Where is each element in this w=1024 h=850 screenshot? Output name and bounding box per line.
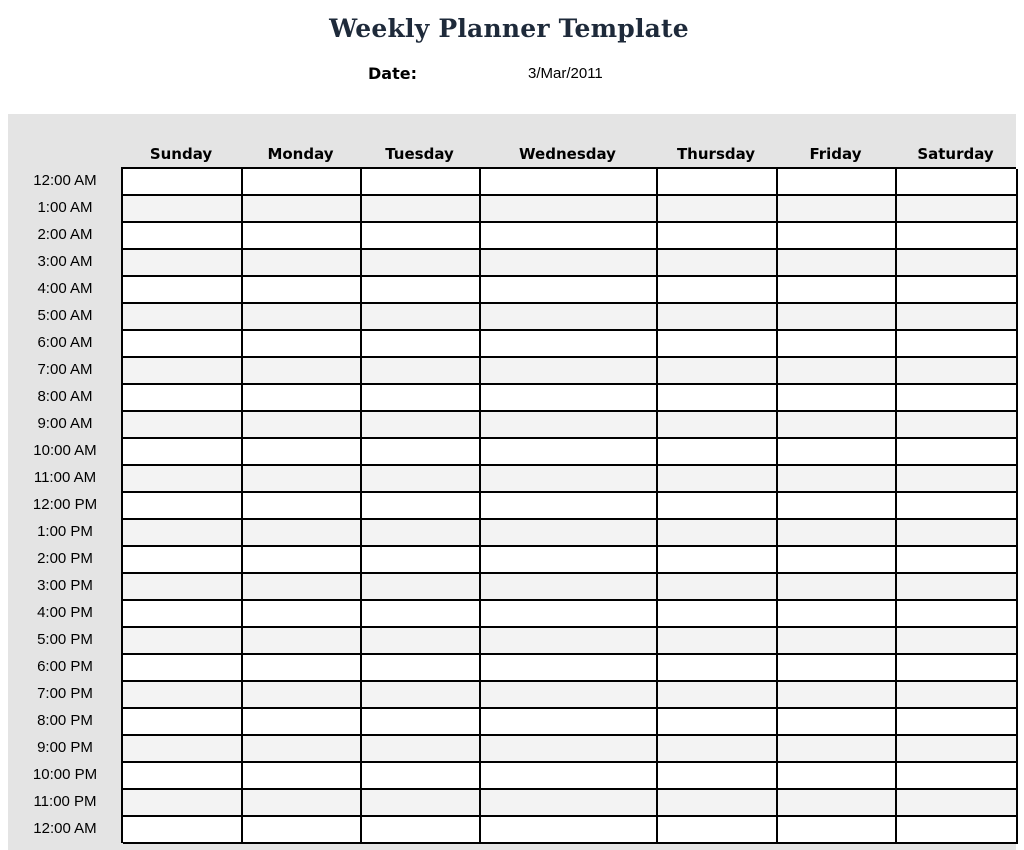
day-header-tuesday: Tuesday	[385, 145, 454, 163]
planner-cell-sunday[interactable]	[123, 250, 243, 277]
planner-cell-thursday[interactable]	[658, 628, 778, 655]
planner-cell-tuesday[interactable]	[362, 574, 481, 601]
planner-cell-friday[interactable]	[778, 763, 897, 790]
planner-cell-saturday[interactable]	[897, 817, 1018, 844]
planner-cell-sunday[interactable]	[123, 547, 243, 574]
time-label: 9:00 PM	[37, 739, 93, 756]
planner-cell-tuesday[interactable]	[362, 790, 481, 817]
planner-cell-tuesday[interactable]	[362, 358, 481, 385]
planner-cell-tuesday[interactable]	[362, 493, 481, 520]
planner-cell-monday[interactable]	[243, 223, 362, 250]
planner-cell-thursday[interactable]	[658, 331, 778, 358]
planner-cell-saturday[interactable]	[897, 439, 1018, 466]
planner-cell-friday[interactable]	[778, 304, 897, 331]
planner-cell-sunday[interactable]	[123, 655, 243, 682]
time-label: 5:00 AM	[37, 307, 93, 324]
planner-cell-friday[interactable]	[778, 628, 897, 655]
planner-cell-tuesday[interactable]	[362, 223, 481, 250]
planner-cell-thursday[interactable]	[658, 223, 778, 250]
planner-cell-wednesday[interactable]	[481, 763, 658, 790]
planner-cell-sunday[interactable]	[123, 196, 243, 223]
planner-cell-monday[interactable]	[243, 277, 362, 304]
planner-cell-monday[interactable]	[243, 574, 362, 601]
planner-cell-sunday[interactable]	[123, 682, 243, 709]
planner-cell-friday[interactable]	[778, 250, 897, 277]
planner-cell-wednesday[interactable]	[481, 304, 658, 331]
planner-cell-tuesday[interactable]	[362, 682, 481, 709]
time-label: 7:00 AM	[37, 361, 93, 378]
planner-cell-friday[interactable]	[778, 682, 897, 709]
planner-cell-tuesday[interactable]	[362, 196, 481, 223]
planner-cell-sunday[interactable]	[123, 223, 243, 250]
planner-cell-tuesday[interactable]	[362, 655, 481, 682]
planner-cell-wednesday[interactable]	[481, 709, 658, 736]
time-label: 1:00 PM	[37, 523, 93, 540]
time-label: 3:00 PM	[37, 577, 93, 594]
time-label: 3:00 AM	[37, 253, 93, 270]
planner-cell-monday[interactable]	[243, 763, 362, 790]
planner-cell-saturday[interactable]	[897, 304, 1018, 331]
planner-cell-tuesday[interactable]	[362, 331, 481, 358]
day-header-saturday: Saturday	[917, 145, 994, 163]
date-value: 3/Mar/2011	[528, 65, 603, 82]
planner-cell-monday[interactable]	[243, 601, 362, 628]
planner-cell-thursday[interactable]	[658, 655, 778, 682]
planner-cell-wednesday[interactable]	[481, 736, 658, 763]
planner-cell-saturday[interactable]	[897, 169, 1018, 196]
time-label: 4:00 PM	[37, 604, 93, 621]
planner-cell-tuesday[interactable]	[362, 709, 481, 736]
planner-cell-sunday[interactable]	[123, 601, 243, 628]
planner-cell-friday[interactable]	[778, 277, 897, 304]
planner-cell-thursday[interactable]	[658, 682, 778, 709]
planner-cell-friday[interactable]	[778, 358, 897, 385]
planner-cell-monday[interactable]	[243, 385, 362, 412]
planner-cell-thursday[interactable]	[658, 304, 778, 331]
planner-cell-wednesday[interactable]	[481, 601, 658, 628]
planner-cell-wednesday[interactable]	[481, 520, 658, 547]
planner-cell-wednesday[interactable]	[481, 547, 658, 574]
time-label: 9:00 AM	[37, 415, 93, 432]
planner-cell-saturday[interactable]	[897, 412, 1018, 439]
planner-cell-wednesday[interactable]	[481, 331, 658, 358]
planner-cell-tuesday[interactable]	[362, 277, 481, 304]
planner-cell-sunday[interactable]	[123, 520, 243, 547]
time-label: 11:00 PM	[33, 793, 97, 810]
planner-cell-tuesday[interactable]	[362, 628, 481, 655]
planner-cell-tuesday[interactable]	[362, 547, 481, 574]
planner-cell-friday[interactable]	[778, 790, 897, 817]
planner-cell-friday[interactable]	[778, 574, 897, 601]
planner-cell-thursday[interactable]	[658, 709, 778, 736]
planner-cell-friday[interactable]	[778, 520, 897, 547]
planner-cell-wednesday[interactable]	[481, 790, 658, 817]
planner-cell-thursday[interactable]	[658, 196, 778, 223]
planner-cell-tuesday[interactable]	[362, 169, 481, 196]
planner-cell-wednesday[interactable]	[481, 493, 658, 520]
planner-cell-sunday[interactable]	[123, 304, 243, 331]
planner-cell-wednesday[interactable]	[481, 412, 658, 439]
planner-cell-wednesday[interactable]	[481, 466, 658, 493]
planner-cell-saturday[interactable]	[897, 223, 1018, 250]
time-label: 1:00 AM	[37, 199, 93, 216]
planner-cell-thursday[interactable]	[658, 169, 778, 196]
planner-cell-tuesday[interactable]	[362, 439, 481, 466]
planner-cell-saturday[interactable]	[897, 682, 1018, 709]
planner-cell-sunday[interactable]	[123, 817, 243, 844]
planner-cell-sunday[interactable]	[123, 385, 243, 412]
planner-cell-monday[interactable]	[243, 655, 362, 682]
planner-cell-friday[interactable]	[778, 547, 897, 574]
planner-cell-thursday[interactable]	[658, 790, 778, 817]
time-label: 8:00 AM	[37, 388, 93, 405]
planner-cell-sunday[interactable]	[123, 439, 243, 466]
planner-cell-monday[interactable]	[243, 790, 362, 817]
planner-cell-monday[interactable]	[243, 817, 362, 844]
time-label: 2:00 PM	[37, 550, 93, 567]
planner-cell-sunday[interactable]	[123, 493, 243, 520]
planner-cell-tuesday[interactable]	[362, 520, 481, 547]
planner-cell-sunday[interactable]	[123, 466, 243, 493]
time-label: 5:00 PM	[37, 631, 93, 648]
planner-cell-saturday[interactable]	[897, 601, 1018, 628]
planner-cell-saturday[interactable]	[897, 520, 1018, 547]
planner-cell-sunday[interactable]	[123, 358, 243, 385]
planner-cell-sunday[interactable]	[123, 277, 243, 304]
time-label: 10:00 PM	[32, 766, 98, 783]
planner-cell-wednesday[interactable]	[481, 223, 658, 250]
planner-cell-thursday[interactable]	[658, 385, 778, 412]
planner-cell-tuesday[interactable]	[362, 466, 481, 493]
planner-cell-friday[interactable]	[778, 169, 897, 196]
time-label: 11:00 AM	[33, 469, 97, 486]
planner-cell-tuesday[interactable]	[362, 736, 481, 763]
planner-cell-friday[interactable]	[778, 331, 897, 358]
planner-cell-thursday[interactable]	[658, 547, 778, 574]
time-label: 6:00 AM	[37, 334, 93, 351]
planner-cell-monday[interactable]	[243, 169, 362, 196]
planner-cell-saturday[interactable]	[897, 358, 1018, 385]
time-label: 6:00 PM	[37, 658, 93, 675]
planner-cell-friday[interactable]	[778, 817, 897, 844]
planner-cell-saturday[interactable]	[897, 493, 1018, 520]
planner-cell-thursday[interactable]	[658, 574, 778, 601]
planner-cell-friday[interactable]	[778, 601, 897, 628]
planner-cell-sunday[interactable]	[123, 412, 243, 439]
planner-cell-monday[interactable]	[243, 250, 362, 277]
planner-cell-saturday[interactable]	[897, 196, 1018, 223]
planner-cell-monday[interactable]	[243, 196, 362, 223]
time-label: 12:00 AM	[33, 172, 97, 189]
planner-cell-friday[interactable]	[778, 196, 897, 223]
planner-cell-wednesday[interactable]	[481, 385, 658, 412]
planner-cell-tuesday[interactable]	[362, 601, 481, 628]
planner-cell-saturday[interactable]	[897, 547, 1018, 574]
planner-cell-wednesday[interactable]	[481, 358, 658, 385]
planner-cell-friday[interactable]	[778, 439, 897, 466]
planner-cell-tuesday[interactable]	[362, 250, 481, 277]
planner-cell-monday[interactable]	[243, 304, 362, 331]
day-header-friday: Friday	[809, 145, 862, 163]
planner-cell-wednesday[interactable]	[481, 682, 658, 709]
planner-cell-sunday[interactable]	[123, 736, 243, 763]
time-label: 2:00 AM	[37, 226, 93, 243]
time-label: 12:00 AM	[33, 820, 97, 837]
page-title: Weekly Planner Template	[329, 14, 689, 43]
day-header-monday: Monday	[267, 145, 334, 163]
planner-cell-saturday[interactable]	[897, 331, 1018, 358]
day-header-sunday: Sunday	[149, 145, 213, 163]
planner-cell-thursday[interactable]	[658, 412, 778, 439]
planner-cell-thursday[interactable]	[658, 358, 778, 385]
planner-cell-wednesday[interactable]	[481, 628, 658, 655]
planner-cell-wednesday[interactable]	[481, 817, 658, 844]
planner-cell-monday[interactable]	[243, 736, 362, 763]
planner-cell-monday[interactable]	[243, 709, 362, 736]
planner-cell-friday[interactable]	[778, 385, 897, 412]
time-label: 10:00 AM	[33, 442, 97, 459]
day-header-thursday: Thursday	[676, 145, 756, 163]
planner-cell-wednesday[interactable]	[481, 169, 658, 196]
planner-cell-saturday[interactable]	[897, 385, 1018, 412]
planner-cell-saturday[interactable]	[897, 574, 1018, 601]
planner-cell-monday[interactable]	[243, 331, 362, 358]
planner-cell-thursday[interactable]	[658, 466, 778, 493]
time-label: 7:00 PM	[37, 685, 93, 702]
planner-cell-friday[interactable]	[778, 493, 897, 520]
planner-cell-sunday[interactable]	[123, 628, 243, 655]
planner-cell-monday[interactable]	[243, 466, 362, 493]
planner-cell-tuesday[interactable]	[362, 817, 481, 844]
planner-cell-tuesday[interactable]	[362, 412, 481, 439]
planner-cell-friday[interactable]	[778, 223, 897, 250]
planner-cell-saturday[interactable]	[897, 466, 1018, 493]
planner-cell-thursday[interactable]	[658, 277, 778, 304]
planner-cell-saturday[interactable]	[897, 628, 1018, 655]
planner-cell-saturday[interactable]	[897, 763, 1018, 790]
planner-cell-thursday[interactable]	[658, 763, 778, 790]
planner-cell-wednesday[interactable]	[481, 655, 658, 682]
planner-cell-monday[interactable]	[243, 682, 362, 709]
planner-cell-thursday[interactable]	[658, 817, 778, 844]
planner-cell-friday[interactable]	[778, 412, 897, 439]
time-label: 8:00 PM	[37, 712, 93, 729]
planner-cell-saturday[interactable]	[897, 250, 1018, 277]
planner-cell-thursday[interactable]	[658, 250, 778, 277]
planner-cell-thursday[interactable]	[658, 439, 778, 466]
planner-cell-saturday[interactable]	[897, 277, 1018, 304]
planner-cell-sunday[interactable]	[123, 763, 243, 790]
time-label: 12:00 PM	[32, 496, 98, 513]
planner-cell-wednesday[interactable]	[481, 196, 658, 223]
planner-cell-sunday[interactable]	[123, 331, 243, 358]
planner-cell-tuesday[interactable]	[362, 385, 481, 412]
planner-cell-monday[interactable]	[243, 628, 362, 655]
planner-cell-tuesday[interactable]	[362, 763, 481, 790]
planner-cell-sunday[interactable]	[123, 709, 243, 736]
planner-cell-saturday[interactable]	[897, 655, 1018, 682]
planner-cell-monday[interactable]	[243, 547, 362, 574]
day-header-wednesday: Wednesday	[519, 145, 616, 163]
planner-cell-thursday[interactable]	[658, 736, 778, 763]
planner-cell-sunday[interactable]	[123, 790, 243, 817]
planner-cell-wednesday[interactable]	[481, 439, 658, 466]
planner-cell-wednesday[interactable]	[481, 250, 658, 277]
planner-cell-monday[interactable]	[243, 493, 362, 520]
planner-cell-wednesday[interactable]	[481, 277, 658, 304]
planner-cell-thursday[interactable]	[658, 520, 778, 547]
planner-cell-saturday[interactable]	[897, 709, 1018, 736]
planner-cell-monday[interactable]	[243, 520, 362, 547]
planner-cell-sunday[interactable]	[123, 169, 243, 196]
planner-cell-sunday[interactable]	[123, 574, 243, 601]
planner-cell-saturday[interactable]	[897, 790, 1018, 817]
planner-cell-tuesday[interactable]	[362, 304, 481, 331]
planner-cell-thursday[interactable]	[658, 601, 778, 628]
planner-cell-saturday[interactable]	[897, 736, 1018, 763]
planner-grid	[121, 167, 1016, 843]
planner-cell-friday[interactable]	[778, 466, 897, 493]
planner-cell-monday[interactable]	[243, 358, 362, 385]
planner-cell-friday[interactable]	[778, 655, 897, 682]
planner-cell-monday[interactable]	[243, 439, 362, 466]
planner-cell-thursday[interactable]	[658, 493, 778, 520]
date-label: Date:	[368, 64, 417, 83]
planner-cell-friday[interactable]	[778, 736, 897, 763]
planner-cell-friday[interactable]	[778, 709, 897, 736]
time-label: 4:00 AM	[37, 280, 93, 297]
planner-cell-monday[interactable]	[243, 412, 362, 439]
planner-cell-wednesday[interactable]	[481, 574, 658, 601]
